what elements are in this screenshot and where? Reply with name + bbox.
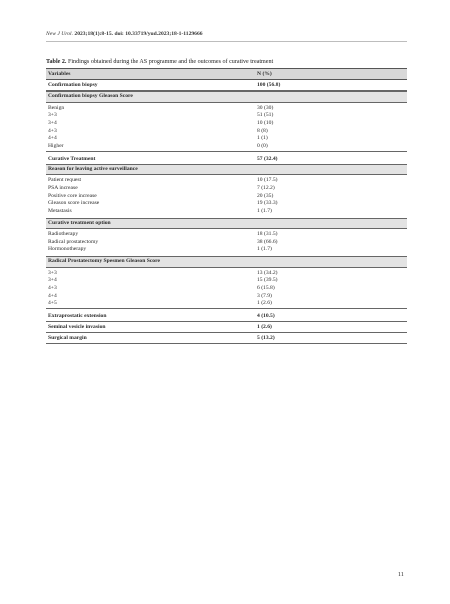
header-divider: [46, 41, 407, 42]
row-label: PSA increase: [48, 184, 78, 191]
row-label: 4+5: [48, 300, 57, 307]
row-value: 1 (2.6): [257, 300, 272, 307]
running-header: [46, 31, 406, 37]
row-value: 13 (34.2): [257, 269, 278, 276]
row-label: Benign: [48, 104, 65, 111]
section-title: Radical Prostatectomy Spesmen Gleason Score: [48, 258, 160, 265]
row-label: 4+4: [48, 292, 57, 299]
table-row: [46, 120, 407, 128]
section-header-treatment-option: [46, 218, 407, 230]
row-value: 100 (56.8): [257, 82, 281, 88]
section-title: Curative treatment option: [48, 219, 111, 226]
column-header-n-percent: N (%): [257, 71, 272, 77]
row-value: 1 (2.6): [257, 324, 272, 331]
row-value: 10 (10): [257, 119, 274, 126]
confirmation-biopsy-row: [46, 80, 407, 91]
row-value: 6 (15.8): [257, 285, 275, 291]
table-caption-text: Findings obtained during the AS programme and the outcomes of curative treatment: [67, 59, 274, 65]
row-value: 1 (1.7): [257, 246, 272, 253]
row-label: Positive core increase: [48, 192, 97, 199]
row-value: 5 (13.2): [257, 335, 275, 342]
table-caption: [46, 59, 406, 65]
extraprostatic-extension-row: [46, 311, 407, 322]
row-value: 4 (10.5): [257, 313, 275, 320]
table-label: Table 2.: [46, 59, 67, 65]
table-row: [46, 143, 407, 152]
row-value: 15 (39.5): [257, 277, 278, 284]
row-label: Curative Treatment: [48, 155, 96, 162]
table-row: [46, 128, 407, 136]
table-row: [46, 177, 407, 185]
row-label: Higher: [48, 142, 64, 149]
row-label: 3+3: [48, 112, 57, 119]
table-row: [46, 300, 407, 309]
journal-name: New J Urol.: [46, 31, 73, 37]
row-value: 1 (1.7): [257, 207, 272, 214]
row-label: Hormonotherapy: [48, 246, 87, 253]
table-row: [46, 231, 407, 239]
section-header-specimen-gleason: [46, 256, 407, 268]
citation: 2023;18(1):8-15. doi: 10.33719/yud.2023;18-1-1129666: [74, 31, 203, 37]
row-label: Gleason score increase: [48, 200, 100, 207]
row-label: Seminal vesicle invasion: [48, 324, 106, 331]
section-header-gleason: [46, 91, 407, 103]
seminal-vesicle-invasion-row: [46, 322, 407, 333]
table-row: [46, 285, 407, 293]
column-header-variables: Variables: [48, 71, 71, 77]
section-title: Confirmation biopsy Gleason Score: [48, 93, 133, 99]
row-label: 3+4: [48, 119, 57, 126]
row-label: Surgical margin: [48, 335, 87, 342]
table-row: [46, 185, 407, 193]
table-header-row: [46, 68, 407, 80]
table-row: [46, 135, 407, 143]
row-value: 51 (51): [257, 112, 274, 119]
table-row: [46, 193, 407, 201]
row-label: Confirmation biopsy: [48, 82, 98, 88]
table-row: [46, 239, 407, 247]
table-row: [46, 208, 407, 216]
row-value: 1 (1): [257, 135, 268, 142]
row-label: Radiotherapy: [48, 231, 79, 238]
row-label: 4+3: [48, 127, 57, 134]
row-label: Radical prostatectomy: [48, 238, 99, 245]
row-value: 57 (32.4): [257, 155, 278, 162]
row-label: Metastasis: [48, 207, 72, 214]
row-label: 4+3: [48, 285, 57, 291]
page-number: 11: [397, 571, 404, 578]
row-label: 3+3: [48, 269, 57, 276]
row-label: 4+4: [48, 135, 57, 142]
table-row: [46, 246, 407, 254]
row-value: 10 (17.5): [257, 177, 278, 184]
table-row: [46, 277, 407, 285]
row-value: 0 (0): [257, 142, 268, 149]
table-row: [46, 293, 407, 301]
findings-table: [46, 68, 407, 344]
row-label: 3+4: [48, 277, 57, 284]
row-value: 8 (8): [257, 127, 268, 134]
row-value: 20 (35): [257, 192, 274, 199]
table-row: [46, 270, 407, 278]
section-header-reason: [46, 164, 407, 176]
row-value: 7 (12.2): [257, 184, 275, 191]
row-label: Extraprostatic extension: [48, 313, 107, 320]
row-label: Patient request: [48, 177, 82, 184]
table-row: [46, 200, 407, 208]
row-value: 38 (66.6): [257, 238, 278, 245]
curative-treatment-row: [46, 154, 407, 164]
row-value: 19 (33.3): [257, 200, 278, 207]
row-value: 3 (7.9): [257, 292, 272, 299]
section-title: Reason for leaving active surveillance: [48, 165, 138, 172]
table-row: [46, 105, 407, 113]
row-value: 30 (30): [257, 104, 274, 111]
row-value: 18 (31.5): [257, 231, 278, 238]
surgical-margin-row: [46, 333, 407, 344]
table-row: [46, 112, 407, 120]
